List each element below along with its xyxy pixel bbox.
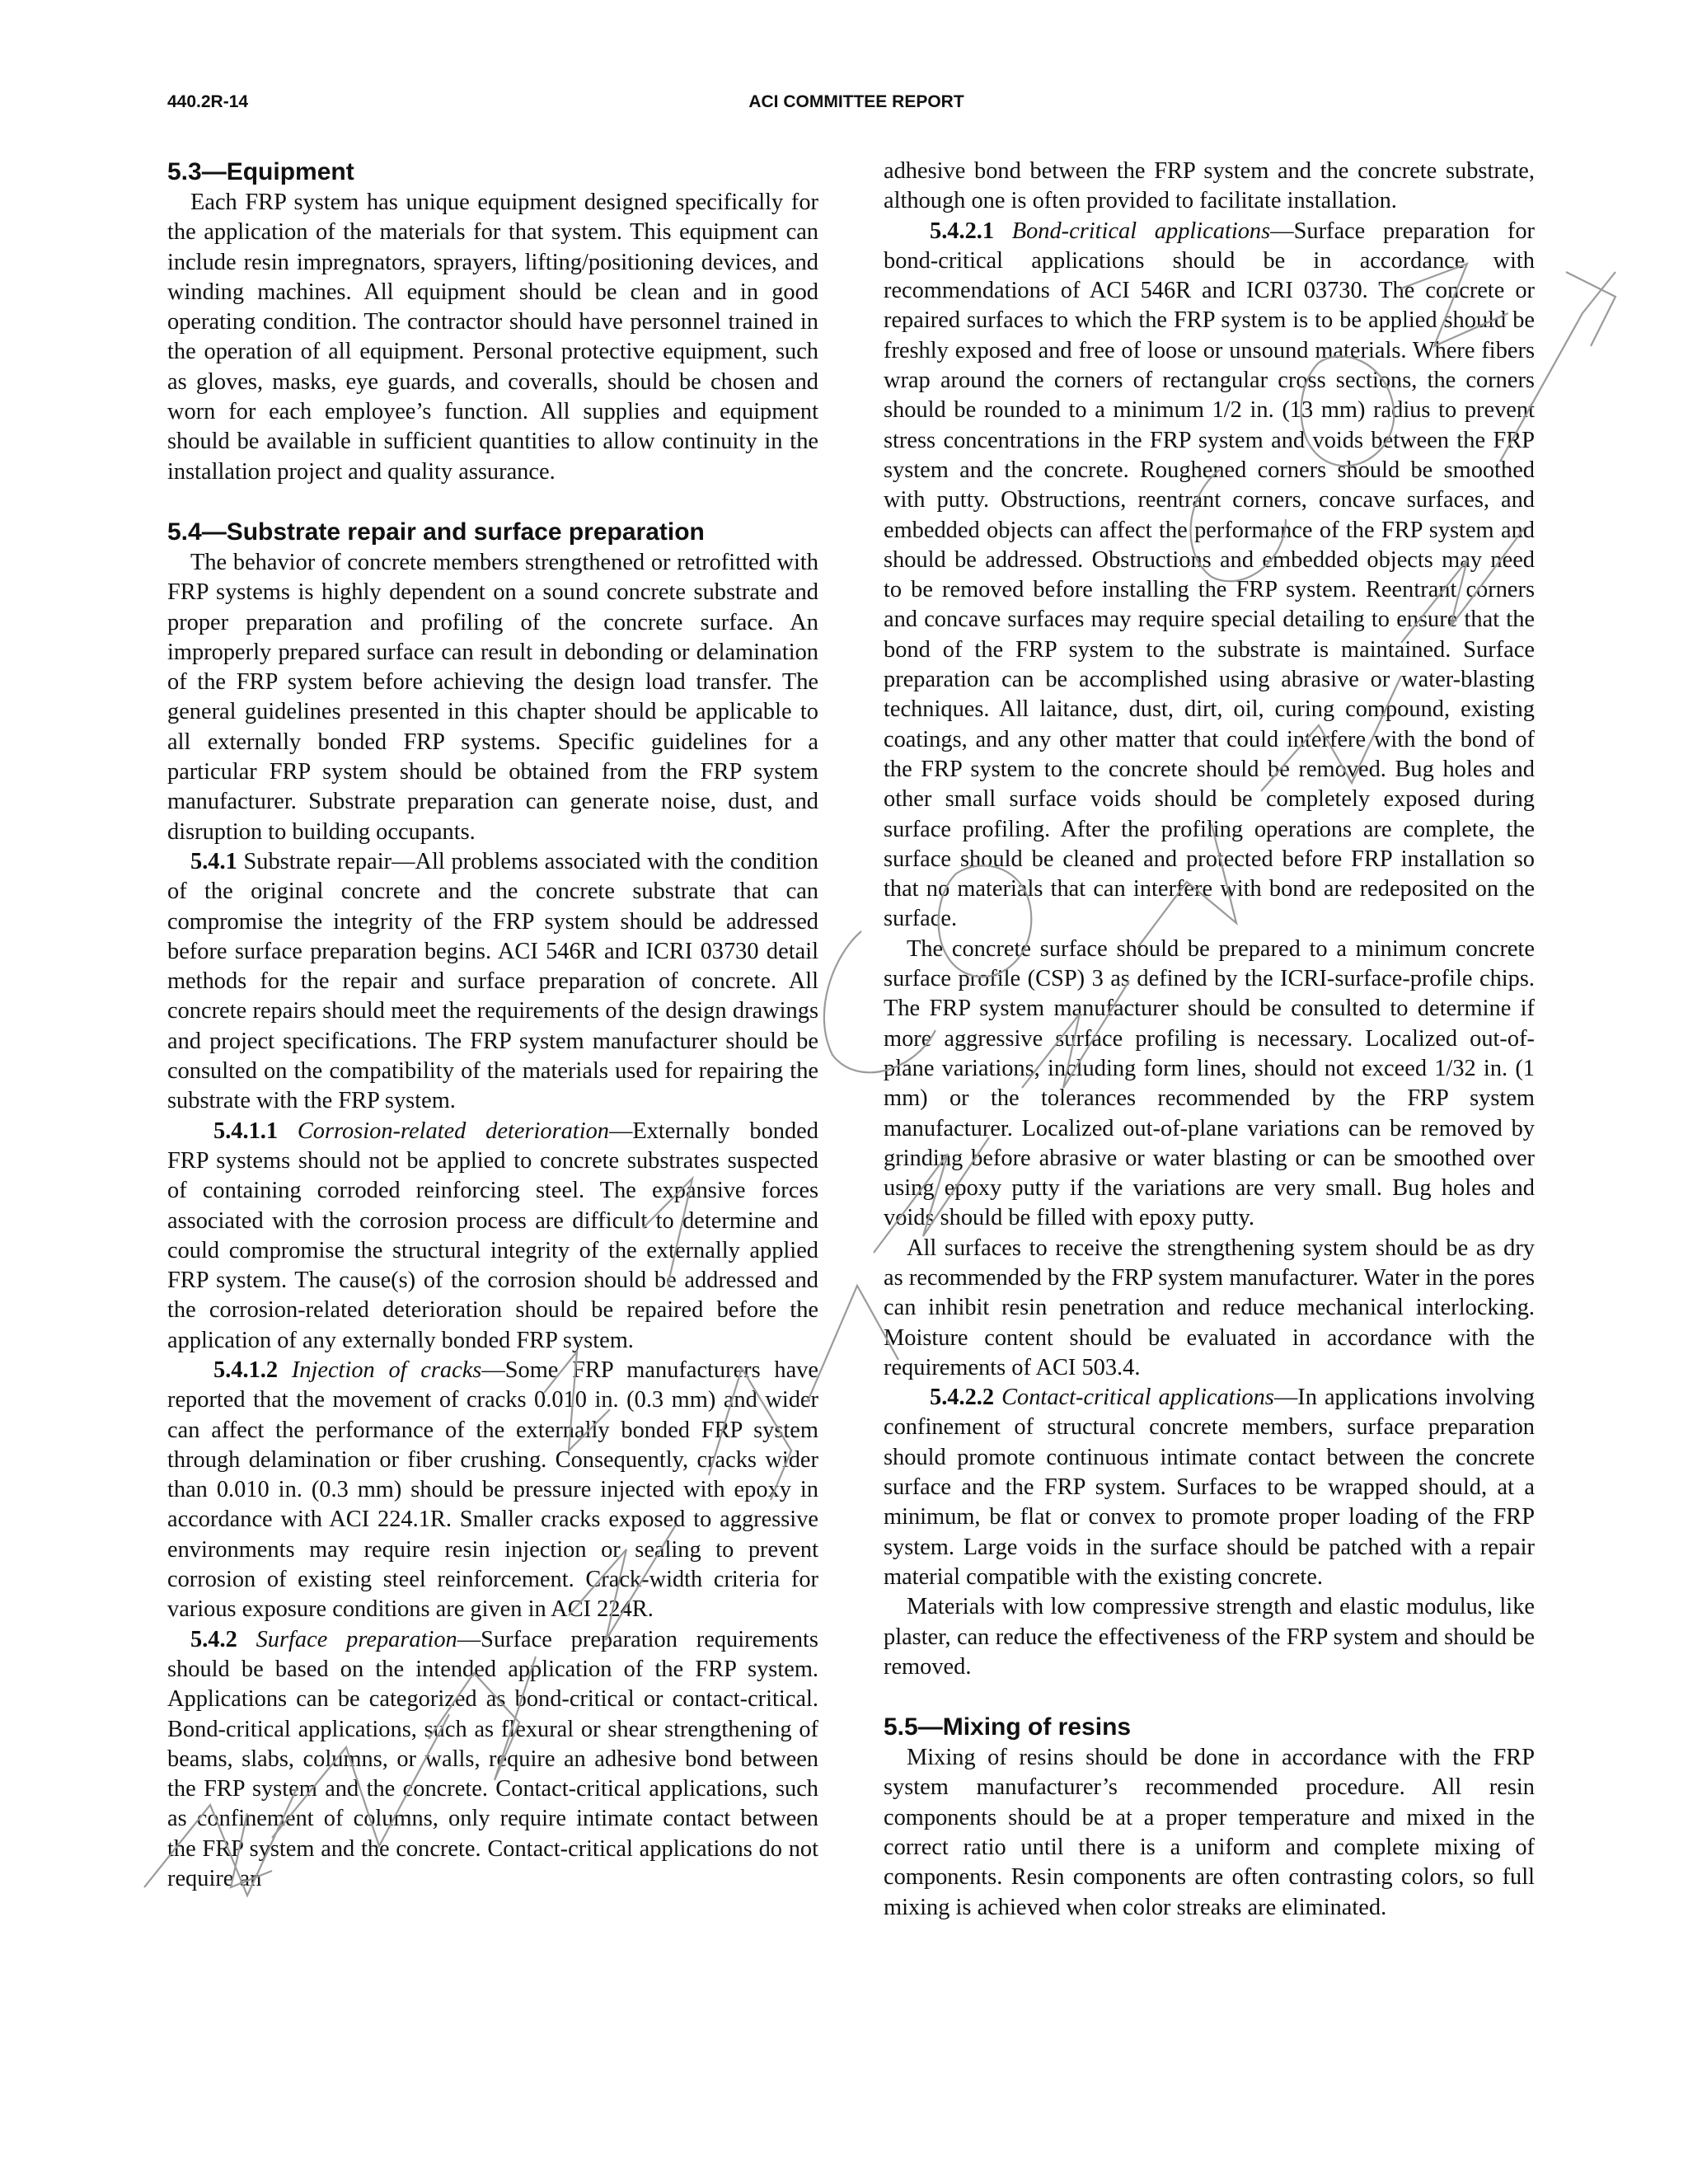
subsection-5-4-2 xyxy=(167,1625,818,1895)
section-gap xyxy=(167,487,818,517)
section-heading-5-4: 5.4—Substrate repair and surface preparation xyxy=(167,518,705,546)
left-column xyxy=(167,157,818,1894)
paragraph-surface-profile: The concrete surface should be prepared to a minimum concrete surface profile (CSP) 3 as defined by the ICRI-surface-profile chips. The FRP system manufacturer should be consulted to determine if more aggressive surface profiling is necessary. Localized out-of-plane variations, including form lines, should not exceed 1/32 in. (1 mm) or the tolerances recommended by the FRP system manufacturer. Localized out-of-plane variations can be removed by grinding before abrasive or water blasting or can be smoothed over using epoxy putty if the variations are very small. Bug holes and voids should be filled with epoxy putty. xyxy=(884,935,1535,1231)
subsection-title: Contact-critical applications xyxy=(1001,1385,1274,1411)
subsection-number: 5.4.1 xyxy=(190,848,237,874)
subsection-title: Injection of cracks xyxy=(291,1357,482,1383)
right-column xyxy=(884,157,1535,1923)
running-title: ACI COMMITTEE REPORT xyxy=(748,92,964,111)
subsection-text: —Surface preparation for bond-critical applications should be in accordance with recommendations of ACI 546R and ICRI 03730. The concrete or repaired surfaces to which the FRP system is to be applied should be freshly exposed and free of loose or unsound materials. Where fibers wrap around the corners of rectangular cross sections, the corners should be rounded to a minimum 1/2 in. (13 mm) radius to prevent stress concentrations in the FRP system and voids between the FRP system and the concrete. Roughened corners should be smoothed with putty. Obstructions, reentrant corners, concave surfaces, and embedded objects can affect the performance of the FRP system and should be addressed. Obstructions and embedded objects may need to be removed before installing the FRP system. Reentrant corners and concave surfaces may require special detailing to ensure that the bond of the FRP system to the substrate is maintained. Surface preparation can be accomplished using abrasive or water-blasting techniques. All laitance, dust, dirt, oil, curing compound, existing coatings, and any other matter that could interfere with the bond of the FRP system to the concrete should be removed. Bug holes and other small surface voids should be completely exposed during surface profiling. After the profiling operations are complete, the surface should be cleaned and protected before FRP installation so that no materials that can interfere with bond are redeposited on the surface. xyxy=(884,218,1535,932)
paragraph-materials: Materials with low compressive strength and elastic modulus, like plaster, can reduce the effectiveness of the FRP system and should be removed. xyxy=(884,1594,1535,1680)
paragraph-substrate-intro: The behavior of concrete members strengthened or retrofitted with FRP systems is highly dependent on a sound concrete substrate and proper preparation and profiling of the concrete surface. An improperly prepared surface can result in debonding or delamination of the FRP system before achieving the design load transfer. The general guidelines presented in this chapter should be applicable to all externally bonded FRP systems. Specific guidelines for a particular FRP system should be obtained from the FRP system manufacturer. Substrate preparation can generate noise, dust, and disruption to building occupants. xyxy=(167,549,818,845)
paragraph-mixing: Mixing of resins should be done in accordance with the FRP system manufacturer’s recommended procedure. All resin components should be at a proper temperature and mixed in the correct ratio until there is a uniform and complete mixing of components. Resin components are often contrasting colors, so full mixing is achieved when color streaks are eliminated. xyxy=(884,1745,1535,1920)
running-header xyxy=(167,92,1545,120)
subsection-number: 5.4.1.2 xyxy=(213,1357,279,1383)
subsection-5-4-2-2 xyxy=(884,1383,1535,1592)
subsection-number: 5.4.2.2 xyxy=(930,1385,995,1411)
subsection-number: 5.4.2 xyxy=(190,1626,237,1652)
subsection-text: —Externally bonded FRP systems should not be applied to concrete substrates suspected of containing corroded reinforcing steel. The expansive forces associated with the corrosion process are difficult to determine and could compromise the structural integrity of the externally applied FRP system. The cause(s) of the corrosion should be addressed and the corrosion-related deterioration should be repaired before the application of any externally bonded FRP system. xyxy=(167,1118,818,1353)
paragraph-continuation: adhesive bond between the FRP system and the concrete substrate, although one is often provided to facilitate installation. xyxy=(884,158,1535,214)
section-gap xyxy=(884,1682,1535,1712)
subsection-number: 5.4.2.1 xyxy=(930,218,995,244)
subsection-title: Bond-critical applications xyxy=(1011,218,1271,244)
page-number: 440.2R-14 xyxy=(167,92,249,111)
subsection-5-4-1-2 xyxy=(167,1356,818,1625)
subsection-title: Substrate repair xyxy=(237,848,392,874)
subsection-number: 5.4.1.1 xyxy=(213,1118,279,1144)
paragraph-dryness: All surfaces to receive the strengthening system should be as dry as recommended by the FRP system manufacturer. Water in the pores can inhibit resin penetration and reduce mechanical interlocking. Moisture content should be evaluated in accordance with the requirements of ACI 503.4. xyxy=(884,1235,1535,1380)
subsection-text: —Surface preparation requirements should be based on the intended application of the FRP system. Applications can be categorized as bond-critical or contact-critical. Bond-critical applications, such as flexural or shear strengthening of beams, slabs, columns, or walls, require an adhesive bond between the FRP system and the concrete. Contact-critical applications, such as confinement of columns, only require intimate contact between the FRP system and the concrete. Contact-critical applications do not require an xyxy=(167,1626,818,1892)
subsection-text: —In applications involving confinement of structural concrete members, surface preparation should promote continuous intimate contact between the concrete surface and the FRP system. Surfaces to be wrapped should, at a minimum, be flat or convex to promote proper loading of the FRP system. Large voids in the surface should be patched with a repair material compatible with the existing concrete. xyxy=(884,1385,1535,1590)
subsection-5-4-2-1 xyxy=(884,217,1535,935)
subsection-text: —Some FRP manufacturers have reported that the movement of cracks 0.010 in. (0.3 mm) and wider can affect the performance of the externally bonded FRP system through delamination or fiber crushing. Consequently, cracks wider than 0.010 in. (0.3 mm) should be pressure injected with epoxy in accordance with ACI 224.1R. Smaller cracks exposed to aggressive environments may require resin injection or sealing to prevent corrosion of existing steel reinforcement. Crack-width criteria for various exposure conditions are given in ACI 224R. xyxy=(167,1357,818,1623)
section-heading-5-3: 5.3—Equipment xyxy=(167,158,354,185)
paragraph-equipment: Each FRP system has unique equipment designed specifically for the application of the materials for that system. This equipment can include resin impregnators, sprayers, lifting/positioning devices, and winding machines. All equipment should be clean and in good operating condition. The contractor should have personnel trained in the operation of all equipment. Personal protective equipment, such as gloves, masks, eye guards, and coveralls, should be chosen and worn for each employee’s function. All supplies and equipment should be available in sufficient quantities to allow continuity in the installation project and quality assurance. xyxy=(167,190,818,485)
subsection-title: Corrosion-related deterioration xyxy=(297,1118,609,1144)
subsection-text: —All problems associated with the condition of the original concrete and the concrete substrate that can compromise the integrity of the FRP system should be addressed before surface preparation begins. ACI 546R and ICRI 03730 detail methods for the repair and surface preparation of concrete. All concrete repairs should meet the requirements of the design drawings and project specifications. The FRP system manufacturer should be consulted on the compatibility of the materials used for repairing the substrate with the FRP system. xyxy=(167,848,818,1114)
section-heading-5-5: 5.5—Mixing of resins xyxy=(884,1713,1132,1741)
subsection-5-4-1 xyxy=(167,847,818,1117)
subsection-title: Surface preparation xyxy=(256,1626,457,1652)
subsection-5-4-1-1 xyxy=(167,1117,818,1356)
